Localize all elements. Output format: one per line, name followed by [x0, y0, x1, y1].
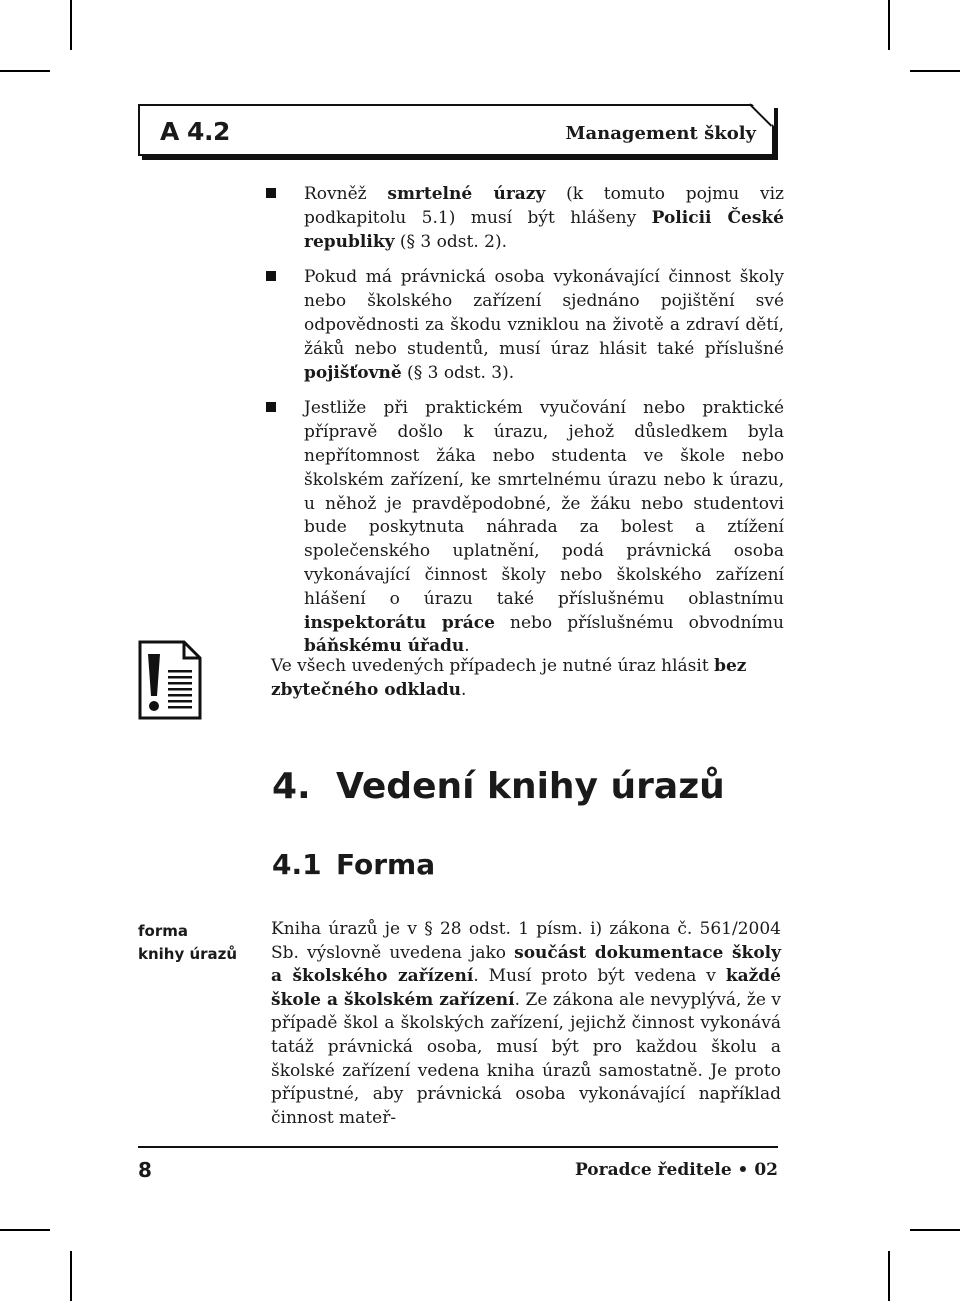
emphasized-text: báňskému úřadu — [304, 636, 465, 657]
text-run: Pokud má právnická osoba vykonávající činnost školy nebo školského zařízení sjednáno pojištění své odpovědnosti za škodu vzniklou na životě a zdraví dětí, žáků nebo studentů, musí úraz hlásit také příslušné — [304, 267, 784, 359]
emphasized-text: pojišťovně — [304, 362, 402, 383]
crop-mark — [0, 1229, 50, 1231]
list-item-text — [304, 183, 784, 254]
list-item — [264, 183, 784, 254]
page-number: 8 — [138, 1158, 152, 1182]
running-title: Management školy — [565, 123, 756, 144]
crop-mark — [888, 0, 890, 50]
crop-mark — [70, 0, 72, 50]
footer-rule — [138, 1146, 778, 1148]
crop-mark — [0, 70, 50, 72]
body-paragraph — [271, 918, 781, 1130]
crop-mark — [910, 1229, 960, 1231]
text-run: (k tomuto pojmu viz podkapitolu 5.1) musí být hlášeny — [304, 184, 784, 228]
margin-keyword-line: knihy úrazů — [138, 945, 238, 963]
section-heading — [272, 848, 435, 881]
bullet-square-icon — [266, 271, 276, 281]
margin-keyword-line: forma — [138, 922, 188, 940]
page-header — [138, 104, 774, 156]
section-title: Forma — [336, 848, 436, 881]
warning-document-icon — [138, 640, 202, 720]
text-run: Kniha úrazů je v § 28 odst. 1 písm. i) zákona č. 561/2004 Sb. výslovně uvedena jako — [271, 919, 781, 963]
crop-mark — [910, 70, 960, 72]
text-run: . — [460, 680, 467, 700]
crop-mark — [888, 1251, 890, 1301]
emphasized-text: součást dokumentace školy a školského zařízení — [271, 942, 781, 987]
text-run: Rovněž — [304, 184, 388, 204]
publication-name: Poradce ředitele • 02 — [574, 1160, 778, 1180]
text-run: nebo příslušnému obvodnímu — [494, 612, 784, 633]
text-run: . — [464, 636, 470, 657]
bullet-square-icon — [266, 188, 276, 198]
crop-mark — [70, 1251, 72, 1301]
emphasized-text: Policii České republiky — [304, 207, 784, 252]
list-item-text — [304, 266, 784, 385]
chapter-title: Vedení knihy úrazů — [336, 766, 725, 807]
important-note — [271, 654, 781, 702]
list-item-text — [304, 397, 784, 659]
emphasized-text: každé škole a školském zařízení — [271, 966, 781, 1010]
bullet-list — [264, 183, 784, 671]
section-code: A 4.2 — [160, 117, 230, 146]
text-run: Ve všech uvedených případech je nutné úraz hlásit — [271, 656, 715, 676]
emphasized-text: bez zbytečného odkladu — [271, 656, 747, 700]
chapter-number: 4. — [272, 766, 311, 807]
text-run: . Ze zákona ale nevyplývá, že v případě škol a školských zařízení, jejichž činnost vykonává tatáž právnická osoba, musí být pro každou školu a školské zařízení vedena kniha úrazů samostatně. Je proto přípustné, aby právnická osoba vykonávající například činnost mateř- — [271, 989, 782, 1128]
list-item — [264, 266, 784, 385]
emphasized-text: smrtelné úrazy — [387, 184, 546, 204]
chapter-heading — [272, 766, 725, 807]
text-run: Jestliže při praktickém vyučování nebo praktické přípravě došlo k úrazu, jehož důsledkem byla nepřítomnost žáka nebo studenta ve škole nebo školském zařízení, ke smrtelnému úrazu nebo k úrazu, u něhož je pravděpodobné, že žáku nebo studentovi bude poskytnuta náhrada za bolest a ztížení společenského uplatnění, podá právnická osoba vykonávající činnost školy nebo školského zařízení hlášení o úrazu také příslušnému oblastnímu — [304, 398, 784, 609]
list-item — [264, 397, 784, 659]
text-run: . Musí proto být vedena v — [473, 966, 726, 987]
section-number: 4.1 — [272, 848, 322, 881]
emphasized-text: inspektorátu práce — [304, 612, 495, 633]
margin-keyword — [138, 920, 248, 966]
text-run: (§ 3 odst. 3). — [401, 362, 515, 383]
text-run: (§ 3 odst. 2). — [394, 231, 507, 252]
bullet-square-icon — [266, 402, 276, 412]
